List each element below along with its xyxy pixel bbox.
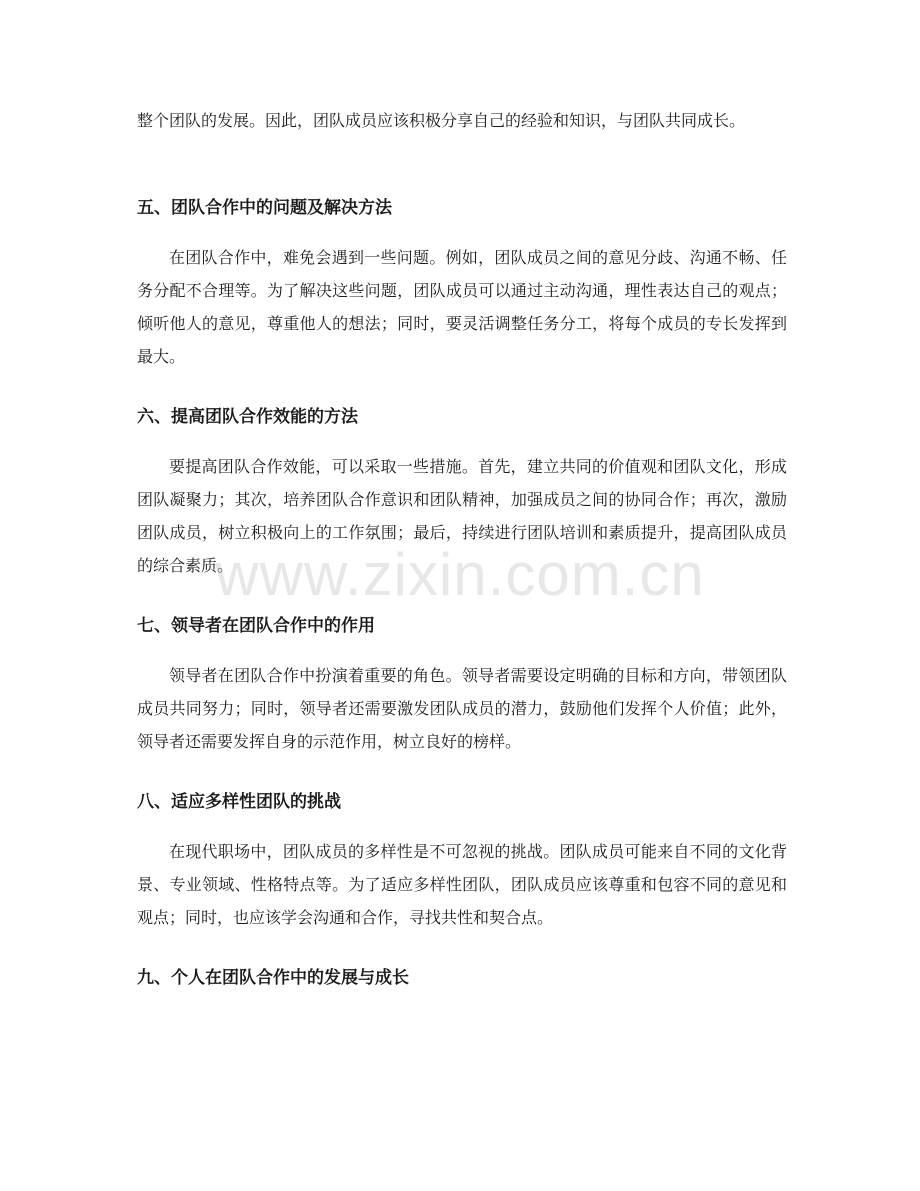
- watermark-text: www.zixin.com.cn: [215, 541, 705, 608]
- section-6-paragraph: 要提高团队合作效能，可以采取一些措施。首先，建立共同的价值观和团队文化，形成团队凝聚力；其次，培养团队合作意识和团队精神，加强成员之间的协同合作；再次，激励团队成员，树立积极向上的工作氛围；最后，持续进行团队培训和素质提升，提高团队成员的综合素质。: [137, 457, 787, 575]
- section-7-paragraph: 领导者在团队合作中扮演着重要的角色。领导者需要设定明确的目标和方向，带领团队成员共同努力；同时，领导者还需要激发团队成员的潜力，鼓励他们发挥个人价值；此外，领导者还需要发挥自身的示范作用，树立良好的榜样。: [137, 666, 787, 751]
- section-8-paragraph: 在现代职场中，团队成员的多样性是不可忽视的挑战。团队成员可能来自不同的文化背景、专业领域、性格特点等。为了适应多样性团队，团队成员应该尊重和包容不同的意见和观点；同时，也应该学会沟通和合作，寻找共性和契合点。: [137, 842, 787, 927]
- section-5-paragraph: 在团队合作中，难免会遇到一些问题。例如，团队成员之间的意见分歧、沟通不畅、任务分配不合理等。为了解决这些问题，团队成员可以通过主动沟通，理性表达自己的观点；倾听他人的意见，尊重他人的想法；同时，要灵活调整任务分工，将每个成员的专长发挥到最大。: [137, 248, 787, 366]
- section-8-heading: 八、适应多样性团队的挑战: [137, 792, 341, 812]
- section-9-heading: 九、个人在团队合作中的发展与成长: [137, 968, 409, 988]
- section-6-heading: 六、提高团队合作效能的方法: [137, 407, 358, 427]
- section-7-heading: 七、领导者在团队合作中的作用: [137, 616, 375, 636]
- intro-paragraph: 整个团队的发展。因此，团队成员应该积极分享自己的经验和知识，与团队共同成长。: [137, 111, 746, 130]
- section-5-heading: 五、团队合作中的问题及解决方法: [137, 198, 392, 218]
